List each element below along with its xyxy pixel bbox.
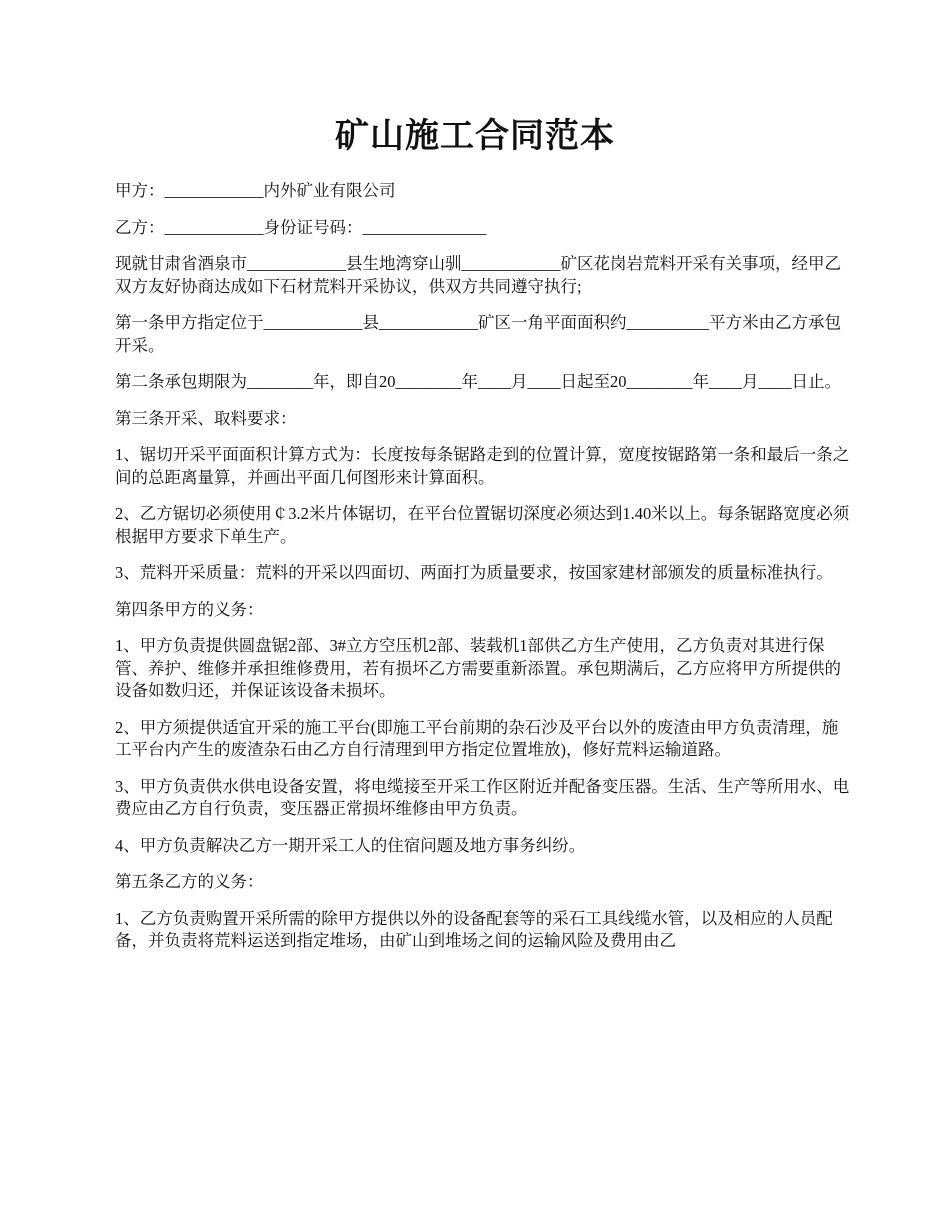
article-4-item-4: 4、甲方负责解决乙方一期开采工人的住宿问题及地方事务纠纷。 bbox=[115, 835, 586, 855]
party-b-line: 乙方：____________身份证号码：_______________ bbox=[115, 217, 487, 237]
article-4-item-2: 2、甲方须提供适宜开采的施工平台(即施工平台前期的杂石沙及平台以外的废渣由甲方负责清理，施工平台内产生的废渣杂石由乙方自行清理到甲方指定位置堆放)，修好荒料运输道路。 bbox=[115, 717, 839, 759]
article-1-paragraph: 第一条甲方指定位于____________县____________矿区一角平面面积约__________平方米由乙方承包开采。 bbox=[115, 313, 841, 355]
article-3-item-2: 2、乙方锯切必须使用￠3.2米片体锯切，在平台位置锯切深度必须达到1.40米以上。每条锯路宽度必须根据甲方要求下单生产。 bbox=[115, 504, 850, 546]
article-5-item-1: 1、乙方负责购置开采所需的除甲方提供以外的设备配套等的采石工具线缆水管，以及相应的人员配备，并负责将荒料运送到指定堆场，由矿山到堆场之间的运输风险及费用由乙 bbox=[115, 908, 833, 950]
article-2-paragraph: 第二条承包期限为________年，即自20________年____月____日起至20________年____月____日止。 bbox=[115, 372, 841, 391]
article-4-item-3: 3、甲方负责供水供电设备安置，将电缆接至开采工作区附近并配备变压器。生活、生产等所用水、电费应由乙方自行负责，变压器正常损坏维修由甲方负责。 bbox=[115, 776, 850, 818]
preamble-paragraph: 现就甘肃省酒泉市____________县生地湾穿山驯____________矿区花岗岩荒料开采有关事项，经甲乙双方友好协商达成如下石材荒料开采协议，供双方共同遵守执行; bbox=[115, 254, 841, 296]
article-5-heading: 第五条乙方的义务： bbox=[115, 872, 264, 891]
document-title: 矿山施工合同范本 bbox=[335, 118, 615, 155]
article-4-item-1: 1、甲方负责提供圆盘锯2部、3#立方空压机2部、装载机1部供乙方生产使用，乙方负责对其进行保管、养护、维修并承担维修费用，若有损坏乙方需要重新添置。承包期满后，乙方应将甲方所提供的设备如数归还，并保证该设备未损坏。 bbox=[115, 636, 841, 700]
article-4-heading: 第四条甲方的义务： bbox=[115, 599, 264, 619]
article-3-item-3: 3、荒料开采质量：荒料的开采以四面切、两面打为质量要求，按国家建材部颁发的质量标准执行。 bbox=[115, 563, 833, 582]
document-body bbox=[115, 180, 850, 967]
article-3-item-1: 1、锯切开采平面面积计算方式为：长度按每条锯路走到的位置计算，宽度按锯路第一条和最后一条之间的总距离量算，并画出平面几何图形来计算面积。 bbox=[115, 445, 850, 487]
article-3-heading: 第三条开采、取料要求： bbox=[115, 408, 297, 428]
party-a-line: 甲方：____________内外矿业有限公司 bbox=[115, 181, 396, 200]
